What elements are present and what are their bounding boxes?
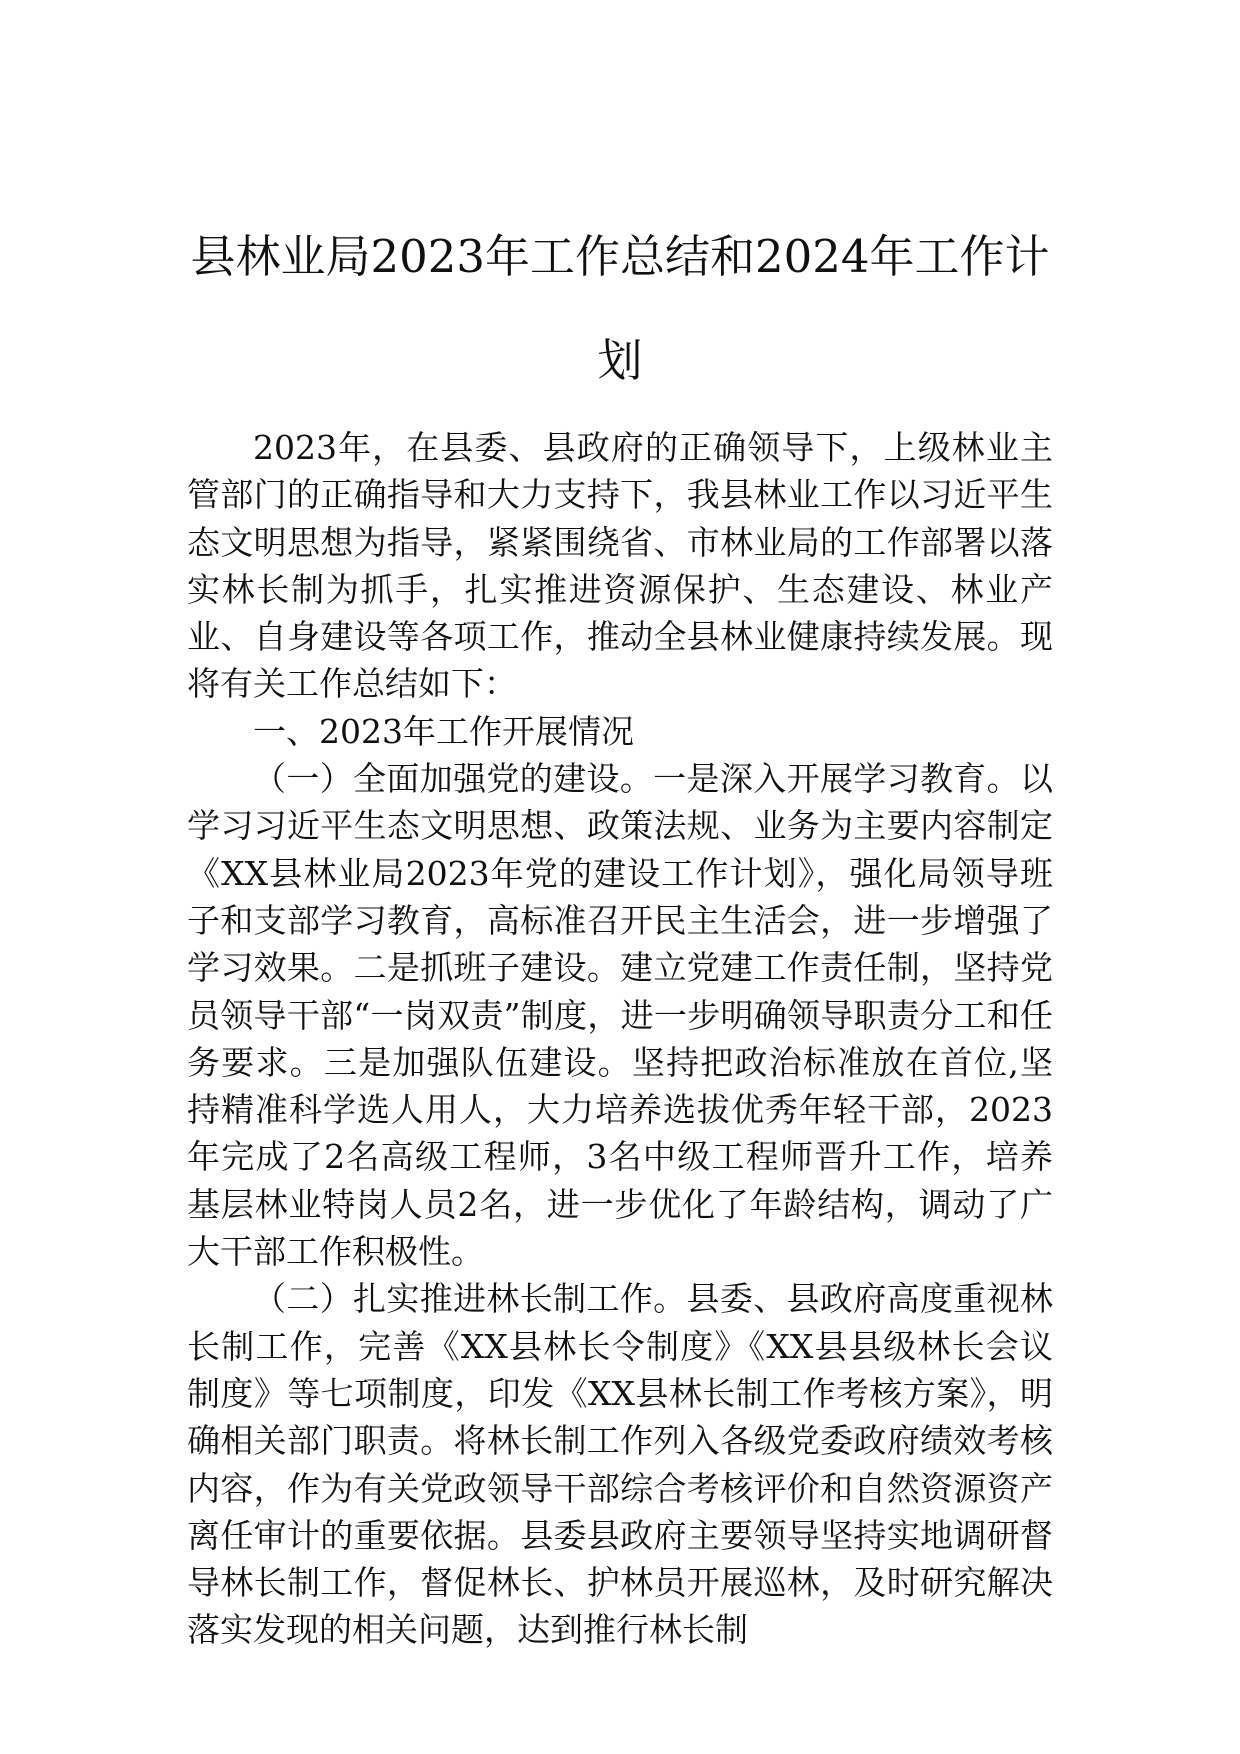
party-building-paragraph: （一）全面加强党的建设。一是深入开展学习教育。以学习习近平生态文明思想、政策法规、业务为主要内容制定《XX县林业局2023年党的建设工作计划》，强化局领导班子和支部学习教育，高标准召开民主生活会，进一步增强了学习效果。二是抓班子建设。建立党建工作责任制，坚持党员领导干部“一岗双责”制度，进一步明确领导职责分工和任务要求。三是加强队伍建设。坚持把政治标准放在首位,坚持精准科学选人用人，大力培养选拔优秀年轻干部，2023年完成了2名高级工程师，3名中级工程师晋升工作，培养基层林业特岗人员2名，进一步优化了年龄结构，调动了广大干部工作积极性。 xyxy=(187,759,1053,1272)
document-body xyxy=(187,424,1053,1654)
document-title: 县林业局2023年工作总结和2024年工作计划 xyxy=(190,230,1050,387)
section-heading: 一、2023年工作开展情况 xyxy=(253,711,634,751)
forest-chief-paragraph: （二）扎实推进林长制工作。县委、县政府高度重视林长制工作，完善《XX县林长令制度》《XX县县级林长会议制度》等七项制度，印发《XX县林长制工作考核方案》，明确相关部门职责。将林长制工作列入各级党委政府绩效考核内容，作为有关党政领导干部综合考核评价和自然资源资产离任审计的重要依据。县委县政府主要领导坚持实地调研督导林长制工作，督促林长、护林员开展巡林，及时研究解决落实发现的相关问题，达到推行林长制 xyxy=(187,1279,1053,1650)
intro-paragraph: 2023年，在县委、县政府的正确领导下，上级林业主管部门的正确指导和大力支持下，我县林业工作以习近平生态文明思想为指导，紧紧围绕省、市林业局的工作部署以落实林长制为抓手，扎实推进资源保护、生态建设、林业产业、自身建设等各项工作，推动全县林业健康持续发展。现将有关工作总结如下： xyxy=(187,428,1053,704)
